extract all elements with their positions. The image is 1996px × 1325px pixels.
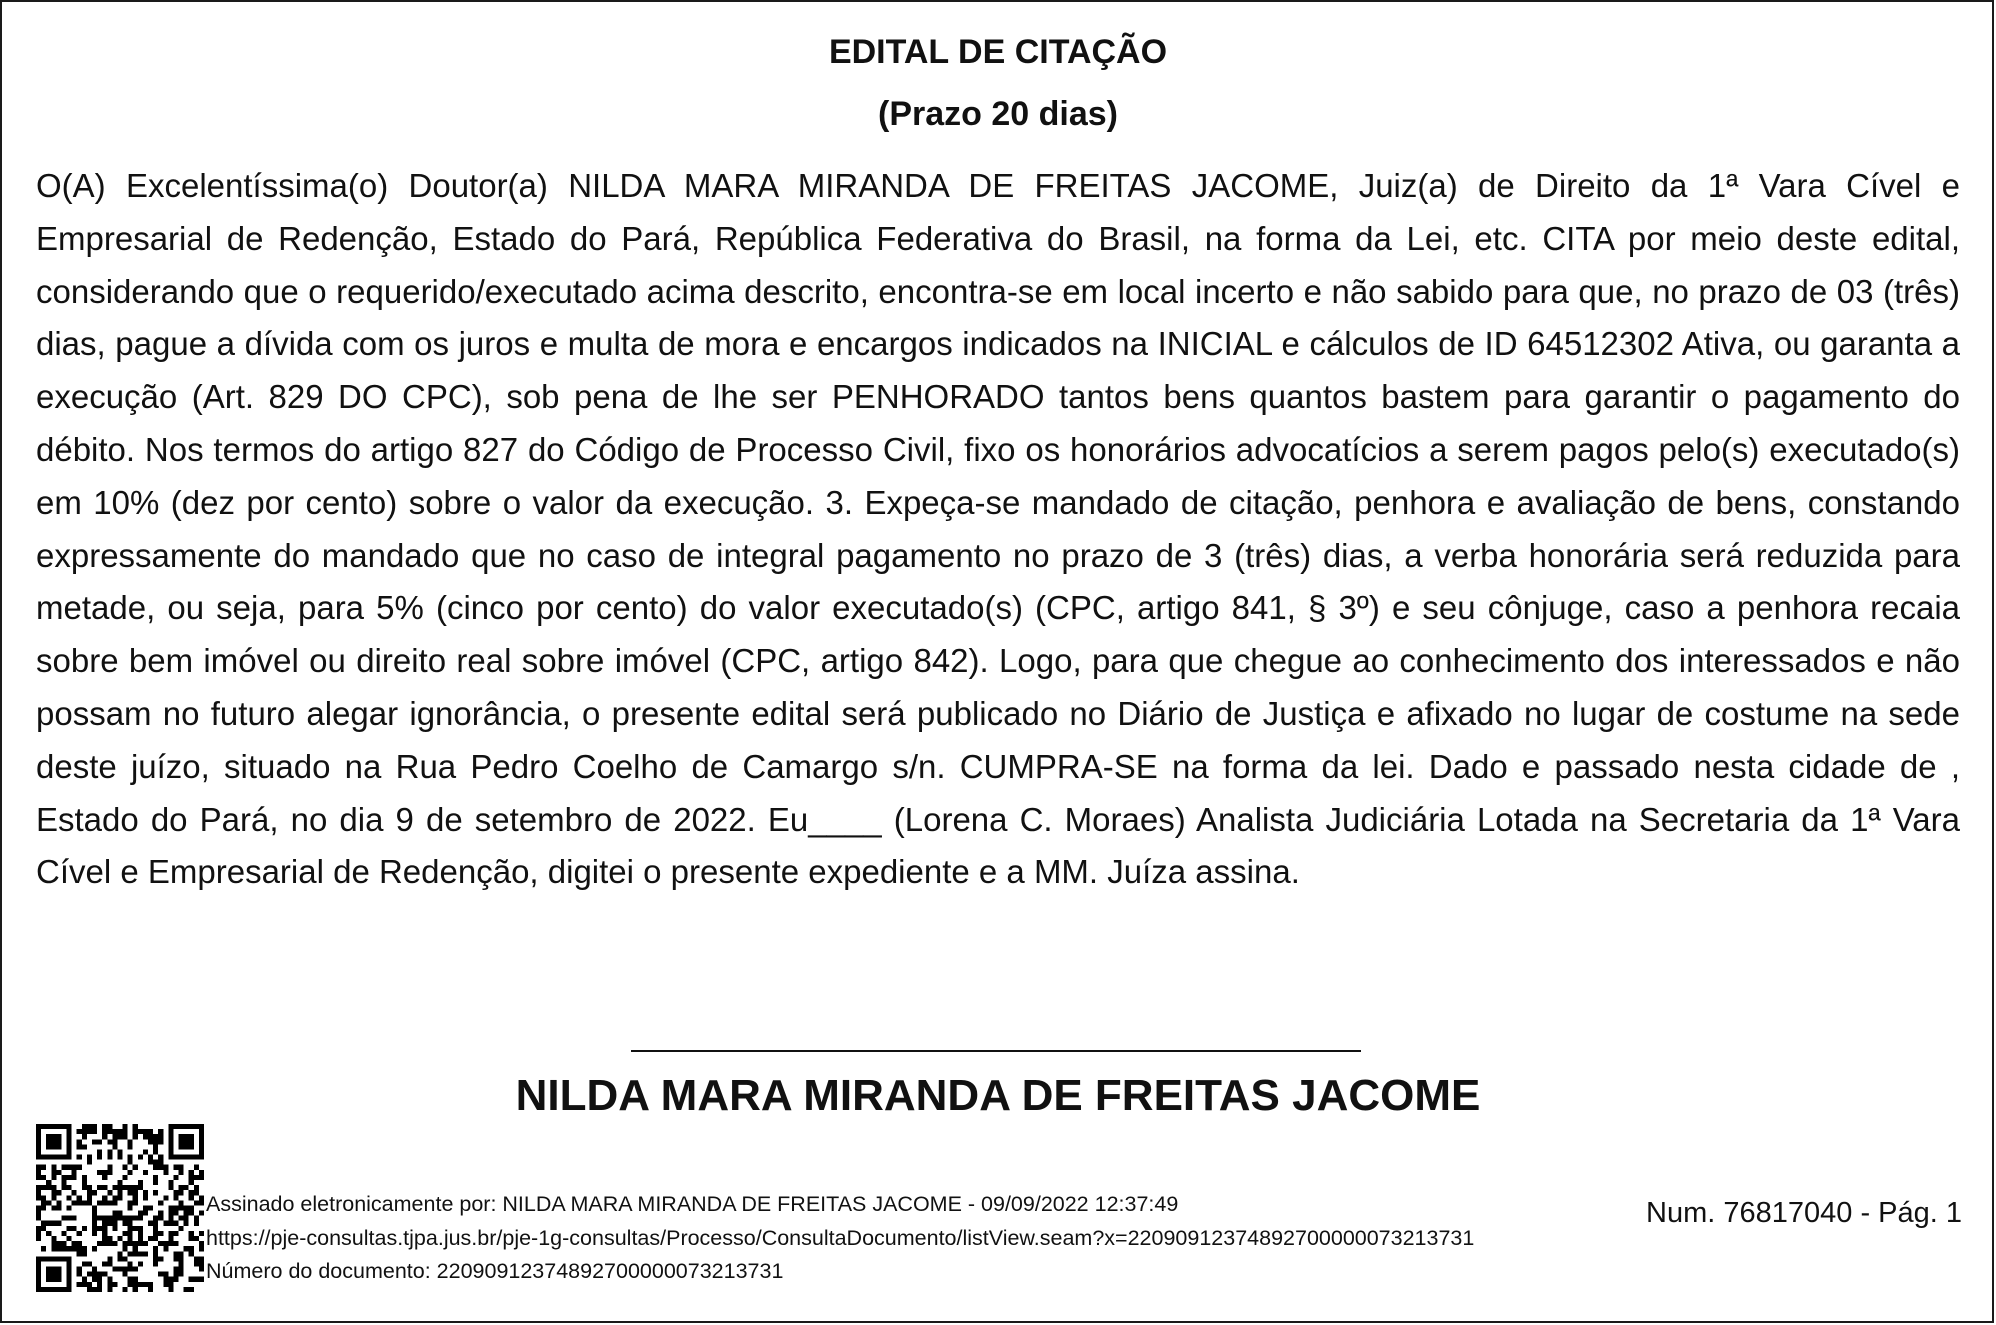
signed-by-line: Assinado eletronicamente por: NILDA MARA MIRANDA DE FREITAS JACOME - 09/09/2022 12:37:49: [206, 1192, 1179, 1216]
edict-body: O(A) Excelentíssima(o) Doutor(a) NILDA MARA MIRANDA DE FREITAS JACOME, Juiz(a) de Direito da 1ª Vara Cível e Empresarial de Redenção, Estado do Pará, República Federativa do Brasil, na forma da Lei, etc. CITA por meio deste edital, considerando que o requerido/executado acima descrito, encontra-se em local incerto e não sabido para que, no prazo de 03 (três) dias, pague a dívida com os juros e multa de mora e encargos indicados na INICIAL e cálculos de ID 64512302 Ativa, ou garanta a execução (Art. 829 DO CPC), sob pena de lhe ser PENHORADO tantos bens quantos bastem para garantir o pagamento do débito. Nos termos do artigo 827 do Código de Processo Civil, fixo os honorários advocatícios a serem pagos pelo(s) executado(s) em 10% (dez por cento) sobre o valor da execução. 3. Expeça-se mandado de citação, penhora e avaliação de bens, constando expressamente do mandado que no caso de integral pagamento no prazo de 3 (três) dias, a verba honorária será reduzida para metade, ou seja, para 5% (cinco por cento) do valor executado(s) (CPC, artigo 841, § 3º) e seu cônjuge, caso a penhora recaia sobre bem imóvel ou direito real sobre imóvel (CPC, artigo 842). Logo, para que chegue ao conhecimento dos interessados e não possam no futuro alegar ignorância, o presente edital será publicado no Diário de Justiça e afixado no lugar de costume na sede deste juízo, situado na Rua Pedro Coelho de Camargo s/n. CUMPRA-SE na forma da lei. Dado e passado nesta cidade de , Estado do Pará, no dia 9 de setembro de 2022. Eu____ (Lorena C. Moraes) Analista Judiciária Lotada na Secretaria da 1ª Vara Cível e Empresarial de Redenção, digitei o presente expediente e a MM. Juíza assina.: [36, 167, 1960, 891]
qr-code-icon: [36, 1124, 204, 1292]
verification-url[interactable]: https://pje-consultas.tjpa.jus.br/pje-1g-consultas/Processo/ConsultaDocumento/listView.seam?x=22090912374892700000073213731: [206, 1225, 1475, 1250]
document-number-line: Número do documento: 22090912374892700000073213731: [206, 1259, 784, 1283]
document-subtitle: (Prazo 20 dias): [878, 95, 1118, 133]
signature-footer: [206, 1188, 1474, 1289]
page-number: Num. 76817040 - Pág. 1: [1646, 1197, 1962, 1229]
document-title: EDITAL DE CITAÇÃO: [828, 33, 1168, 71]
signature-line: [631, 1050, 1361, 1052]
signature-name: NILDA MARA MIRANDA DE FREITAS JACOME: [515, 1071, 1481, 1120]
